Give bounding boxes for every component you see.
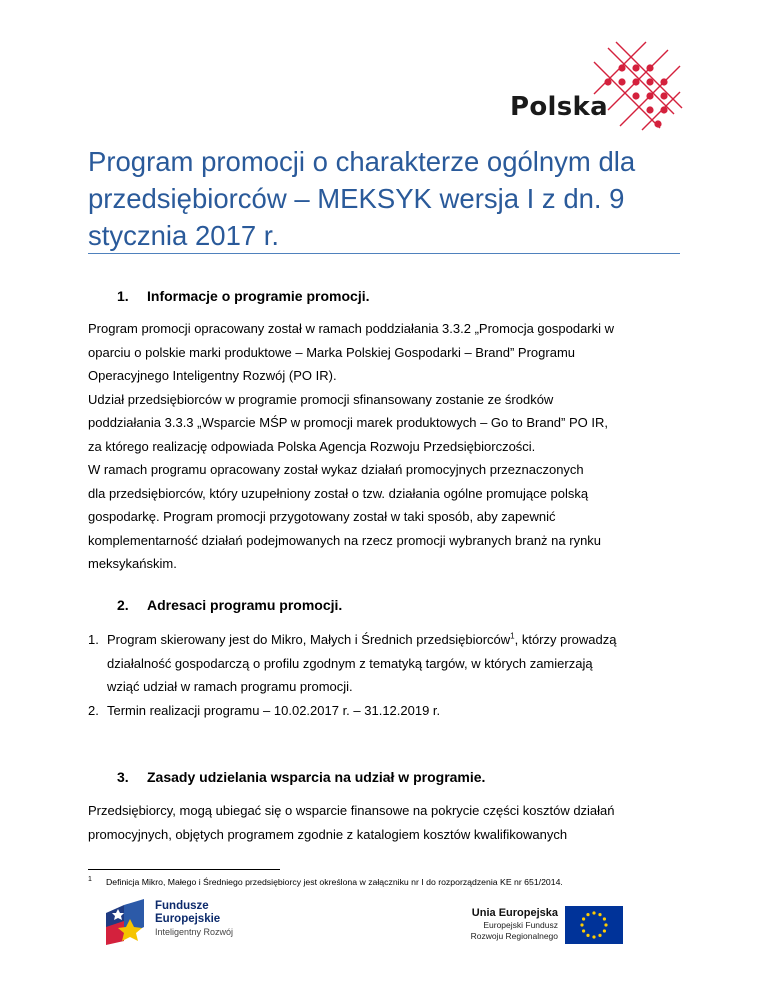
polska-wordmark: Polska [510,92,608,122]
section-1-line: komplementarność działań podejmowanych na rzecz promocji wybranych branż na rynku [88,532,602,548]
title-line-1: Program promocji o charakterze ogólnym dla [88,146,636,177]
footnote-separator [88,869,280,870]
folk-pattern-icon [508,40,683,140]
ue-title: Unia Europejska [471,907,558,919]
section-3-heading [117,768,485,786]
section-3-title: Zasady udzielania wsparcia na udział w programie. [147,769,486,785]
title-line-2: przedsiębiorców – MEKSYK wersja I z dn. 9 [88,183,625,214]
footnote [88,876,688,888]
title-underline [88,253,680,254]
fe-title-line-1: Fundusze [155,900,209,912]
eu-flag-icon [565,906,623,944]
section-1-line: Udział przedsiębiorców w programie promocji sfinansowany zostanie ze środków [88,391,554,407]
fe-title-line-2: Europejskie [155,913,221,925]
section-1-line: za którego realizację odpowiada Polska Agencja Rozwoju Przedsiębiorczości. [88,438,536,454]
document-title [88,143,688,254]
section-1-body [88,317,688,576]
list-item-text-line-2: działalność gospodarczą o profilu zgodnym z tematyką targów, w których zamierzają [107,655,593,671]
fe-star-emblem-icon [100,897,152,947]
section-1-line: poddziałania 3.3.3 „Wsparcie MŚP w promocji marek produktowych – Go to Brand” PO IR, [88,415,608,430]
list-item-text: Termin realizacji programu – 10.02.2017 r. – 31.12.2019 r. [107,702,441,718]
footnote-number: 1 [88,876,92,883]
section-1-heading [117,287,370,305]
title-line-3: stycznia 2017 r. [88,220,280,251]
section-2-number: 2. [117,597,129,613]
section-2-list [88,628,688,722]
section-1-line: gospodarkę. Program promocji przygotowany został w taki sposób, aby zapewnić [88,509,556,524]
section-2-heading [117,596,342,614]
footnote-reference[interactable]: 1 [510,631,515,641]
unia-europejska-text [440,906,558,942]
footnote-text: Definicja Mikro, Małego i Średniego przedsiębiorcy jest określona w załączniku nr I do rozporządzenia KE nr 651/2014. [106,877,563,887]
list-item-text-end: , którzy prowadzą [514,632,617,647]
fundusze-europejskie-logo [100,897,260,947]
section-3-line: promocyjnych, objętych programem zgodnie z katalogiem kosztów kwalifikowanych [88,826,568,842]
fe-subtitle: Inteligentny Rozwój [155,927,234,937]
section-1-line: Program promocji opracowany został w ramach poddziałania 3.3.2 „Promocja gospodarki w [88,321,615,336]
section-1-line: oparciu o polskie marki produktowe – Marka Polskiej Gospodarki – Brand” Programu [88,344,575,360]
section-1-line: W ramach programu opracowany został wykaz działań promocyjnych przeznaczonych [88,462,584,477]
list-item [88,628,688,699]
section-1-title: Informacje o programie promocji. [147,288,370,304]
list-item [88,699,688,723]
section-2-title: Adresaci programu promocji. [147,597,343,613]
section-1-line: dla przedsiębiorców, który uzupełniony został o tzw. działania ogólne promujące polską [88,485,589,501]
list-marker: 2. [88,702,99,718]
section-3-number: 3. [117,769,129,785]
section-1-line: meksykańskim. [88,556,177,571]
list-item-text-line-3: wziąć udział w ramach programu promocji. [107,679,353,694]
polska-brand-logo [508,40,683,140]
ue-subtitle-line-1: Europejski Fundusz [483,920,558,930]
section-1-number: 1. [117,288,129,304]
section-1-line: Operacyjnego Inteligentny Rozwój (PO IR). [88,368,337,383]
list-marker: 1. [88,632,99,647]
section-3-body [88,799,688,846]
ue-subtitle-line-2: Rozwoju Regionalnego [470,931,558,941]
section-3-line: Przedsiębiorcy, mogą ubiegać się o wsparcie finansowe na pokrycie części kosztów działań [88,803,615,818]
list-item-text: Program skierowany jest do Mikro, Małych i Średnich przedsiębiorców [107,632,511,647]
